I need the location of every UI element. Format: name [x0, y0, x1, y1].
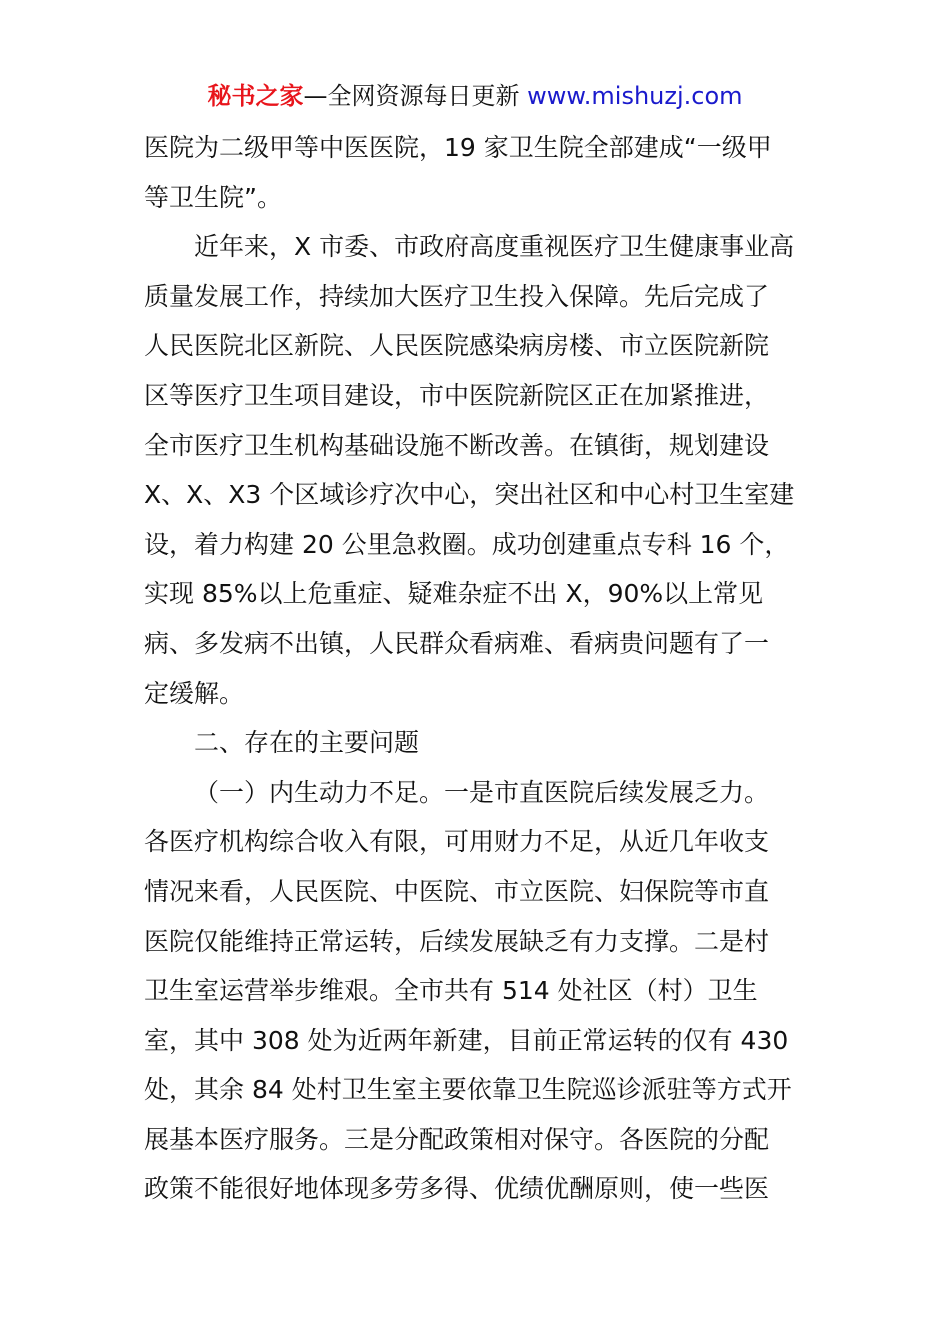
- document-body: [144, 123, 808, 1214]
- text-line: 二、存在的主要问题: [194, 728, 420, 758]
- text-line: 全市医疗卫生机构基础设施不断改善。在镇街，规划建设: [144, 430, 770, 460]
- text-line: 医院为二级甲等中医医院，19 家卫生院全部建成“一级甲: [144, 133, 772, 162]
- text-line: 实现 85%以上危重症、疑难杂症不出 X，90%以上常见: [144, 579, 764, 609]
- header-tagline: —全网资源每日更新: [303, 82, 520, 110]
- text-line: 病、多发病不出镇，人民群众看病难、看病贵问题有了一: [144, 628, 770, 658]
- page-header: [0, 80, 950, 112]
- text-line: （一）内生动力不足。一是市直医院后续发展乏力。: [194, 777, 770, 807]
- text-line: 人民医院北区新院、人民医院感染病房楼、市立医院新院: [144, 331, 770, 361]
- text-line: 处，其余 84 处村卫生室主要依靠卫生院巡诊派驻等方式开: [144, 1075, 792, 1105]
- text-line: 各医疗机构综合收入有限，可用财力不足，从近几年收支: [144, 827, 770, 857]
- site-url[interactable]: www.mishuzj.com: [527, 82, 743, 110]
- text-line: 近年来，X 市委、市政府高度重视医疗卫生健康事业高: [194, 232, 795, 262]
- brand-name: 秘书之家: [207, 82, 304, 110]
- text-line: 政策不能很好地体现多劳多得、优绩优酬原则，使一些医: [144, 1174, 770, 1204]
- text-line: 质量发展工作，持续加大医疗卫生投入保障。先后完成了: [144, 281, 770, 311]
- text-line: 设，着力构建 20 公里急救圈。成功创建重点专科 16 个，: [144, 529, 790, 559]
- text-line: X、X、X3 个区域诊疗次中心，突出社区和中心村卫生室建: [144, 480, 795, 510]
- text-line: 医院仅能维持正常运转，后续发展缺乏有力支撑。二是村: [144, 926, 770, 956]
- text-line: 卫生室运营举步维艰。全市共有 514 处社区（村）卫生: [144, 976, 758, 1006]
- text-line: 展基本医疗服务。三是分配政策相对保守。各医院的分配: [144, 1124, 770, 1154]
- text-line: 区等医疗卫生项目建设，市中医院新院区正在加紧推进，: [144, 380, 770, 410]
- text-line: 等卫生院”。: [144, 182, 282, 212]
- text-line: 定缓解。: [144, 678, 245, 708]
- text-line: 室，其中 308 处为近两年新建，目前正常运转的仅有 430: [144, 1025, 789, 1055]
- text-line: 情况来看，人民医院、中医院、市立医院、妇保院等市直: [144, 876, 770, 906]
